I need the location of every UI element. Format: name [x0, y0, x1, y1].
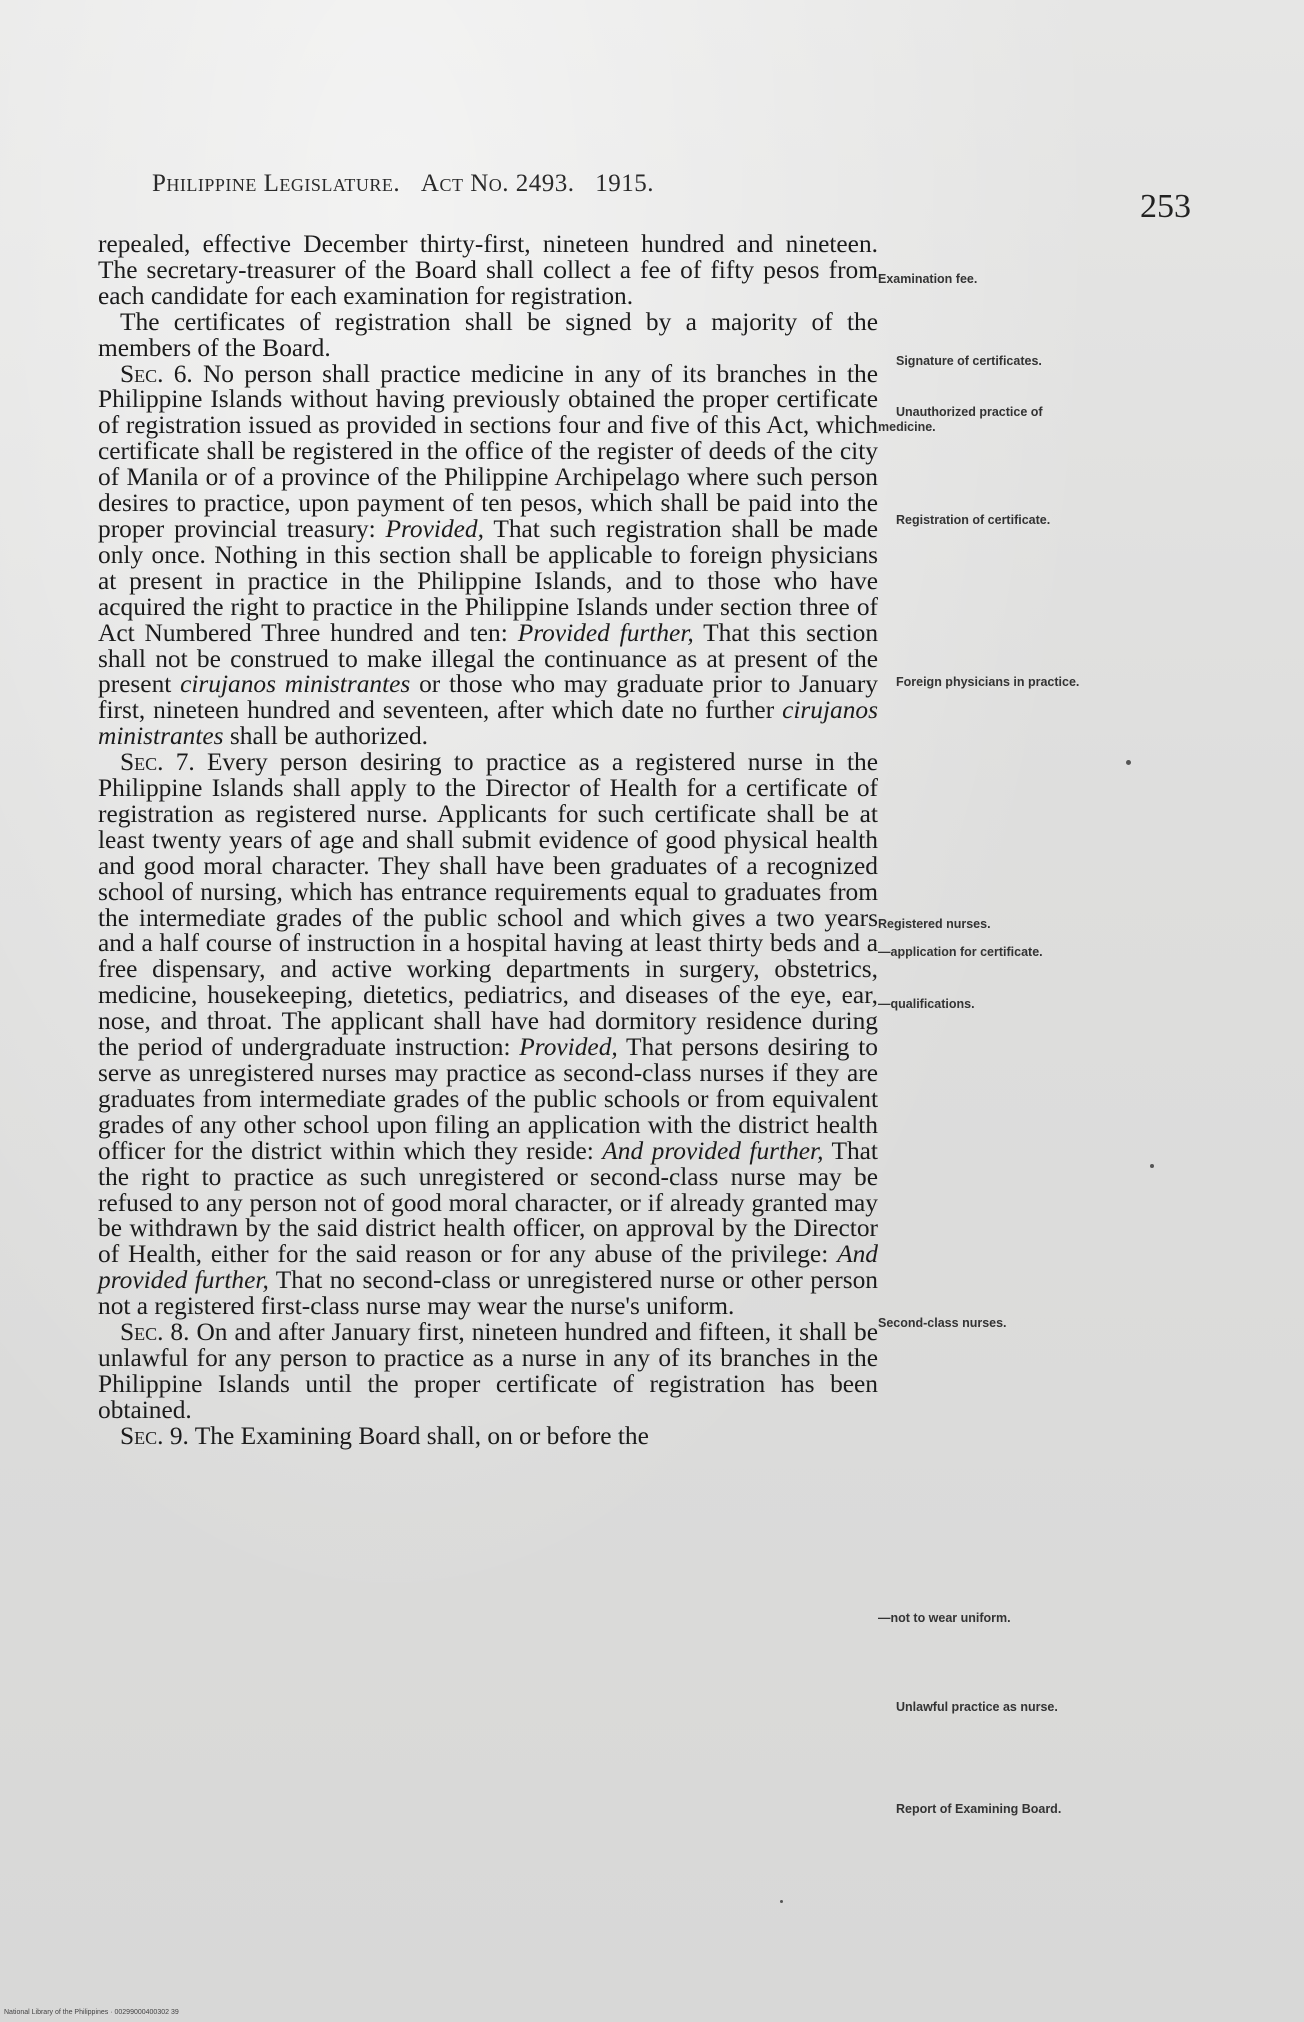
section-number: Sec. 8.: [120, 1318, 190, 1347]
page-number: 253: [1140, 188, 1191, 225]
margin-note-not-to-wear-uniform: —not to wear uniform.: [878, 1611, 1011, 1625]
act-number: Act No. 2493.: [420, 170, 575, 197]
body-text-run: That this section shall not be construed to make illegal the continuance as at present of the present: [98, 618, 879, 699]
body-paragraph: [98, 359, 879, 751]
body-text-run: repealed, effective December thirty-first, nineteen hundred and nineteen. The secretary-treasurer of the Board shall collect a fee of fifty pesos from each candidate for each examination for registration.: [98, 230, 878, 310]
margin-note-examination-fee: Examination fee.: [878, 272, 978, 286]
body-paragraph: [98, 1421, 878, 1450]
margin-note-qualifications: —qualifications.: [878, 997, 975, 1011]
body-text-run: On and after January first, nineteen hundred and fifteen, it shall be unlawful for any person to practice as a nurse in any of its branches in the Philippine Islands until the proper certificate of registration has been obtained.: [98, 1318, 878, 1424]
running-header: [152, 170, 668, 198]
body-text-run: That such registration shall be made only once. Nothing in this section shall be applicable to foreign physicians at present in practice in the Philippine Islands, and to those who have acquired the right to practice in the Philippine Islands under section three of Act Numbered Three hundred and ten:: [98, 514, 878, 647]
body-text-run: or those who may graduate prior to January first, nineteen hundred and seventeen, after which date no further: [98, 670, 878, 725]
section-number: Sec. 6.: [120, 359, 193, 388]
body-text-run: No person shall practice medicine in any of its branches in the Philippine Islands without having previously obtained the proper certificate of registration issued as provided in sections four and five of this Act, which certificate shall be registered in the office of the register of deeds of the city of Manila or of a province of the Philippine Archipelago where such person desires to practice, upon payment of ten pesos, which shall be paid into the proper provincial treasury:: [98, 359, 878, 543]
italic-text: Provided further,: [517, 618, 694, 647]
body-text-run: The certificates of registration shall be signed by a majority of the members of the Board.: [98, 307, 878, 362]
body-paragraph: [98, 750, 878, 1320]
scan-speck: [1150, 1164, 1154, 1168]
body-paragraph: [98, 307, 878, 362]
margin-note-application-for-certificate: —application for certificate.: [878, 945, 1043, 959]
italic-text: And provided further,: [602, 1136, 824, 1165]
body-paragraph: [98, 232, 878, 310]
italic-text: cirujanos ministrantes: [180, 670, 411, 699]
body-text-run: That the right to practice as such unregistered or second-class nurse may be refused to any person not of good moral character, or if already granted may be withdrawn by the said district health officer, on approval by the Director of Health, either for the said reason or for any abuse of the privilege:: [98, 1136, 878, 1269]
body-text-run: shall be authorized.: [223, 722, 429, 751]
margin-note-report-of-examining-board: Report of Examining Board.: [896, 1802, 1062, 1816]
scan-footer: National Library of the Philippines · 00299000400302 39: [4, 2009, 179, 2016]
body-text: [98, 232, 878, 1450]
margin-note-unauthorized-practice: Unauthorized practice of medicine.: [878, 405, 1043, 434]
italic-text: Provided,: [519, 1033, 618, 1062]
margin-note-foreign-physicians: Foreign physicians in practice.: [896, 675, 1080, 689]
margin-note-signature-of-certificates: Signature of certificates.: [896, 354, 1042, 368]
margin-note-registered-nurses: Registered nurses.: [878, 917, 991, 931]
margin-note-second-class-nurses: Second-class nurses.: [878, 1316, 1007, 1330]
body-text-run: That persons desiring to serve as unregistered nurses may practice as second-class nurses if they are graduates from intermediate grades of the public schools or from equivalent grades of any other school upon filing an application with the district health officer for the district within which they reside:: [98, 1033, 878, 1165]
body-text-run: That no second-class or unregistered nurse or other person not a registered first-class nurse may wear the nurse's uniform.: [98, 1266, 878, 1321]
section-number: Sec. 9.: [120, 1421, 189, 1450]
publication-title: Philippine Legislature.: [152, 170, 401, 197]
body-paragraph: [98, 1320, 878, 1424]
body-text-run: The Examining Board shall, on or before the: [188, 1421, 649, 1450]
italic-text: Provided,: [385, 514, 484, 543]
scan-speck: [1126, 760, 1131, 765]
italic-text: cirujanos ministrantes: [98, 696, 878, 751]
body-text-run: Every person desiring to practice as a registered nurse in the Philippine Islands shall apply to the Director of Health for a certificate of registration as registered nurse. Applicants for such certificate shall be at least twenty years of age and shall submit evidence of good physical health and good moral character. They shall have been graduates of a recognized school of nursing, which has entrance requirements equal to graduates from the intermediate grades of the public school and which gives a two years and a half course of instruction in a hospital having at least thirty beds and a free dispensary, and active working departments in surgery, obstetrics, medicine, housekeeping, dietetics, pediatrics, and diseases of the eye, ear, nose, and throat. The applicant shall have had dormitory residence during the period of undergraduate instruction:: [98, 748, 878, 1062]
section-number: Sec. 7.: [120, 748, 195, 777]
margin-note-registration-of-certificate: Registration of certificate.: [896, 513, 1051, 527]
scan-speck: [780, 1900, 783, 1903]
act-year: 1915.: [595, 170, 655, 197]
margin-note-unlawful-practice-nurse: Unlawful practice as nurse.: [896, 1700, 1058, 1714]
italic-text: And provided further,: [98, 1240, 878, 1295]
